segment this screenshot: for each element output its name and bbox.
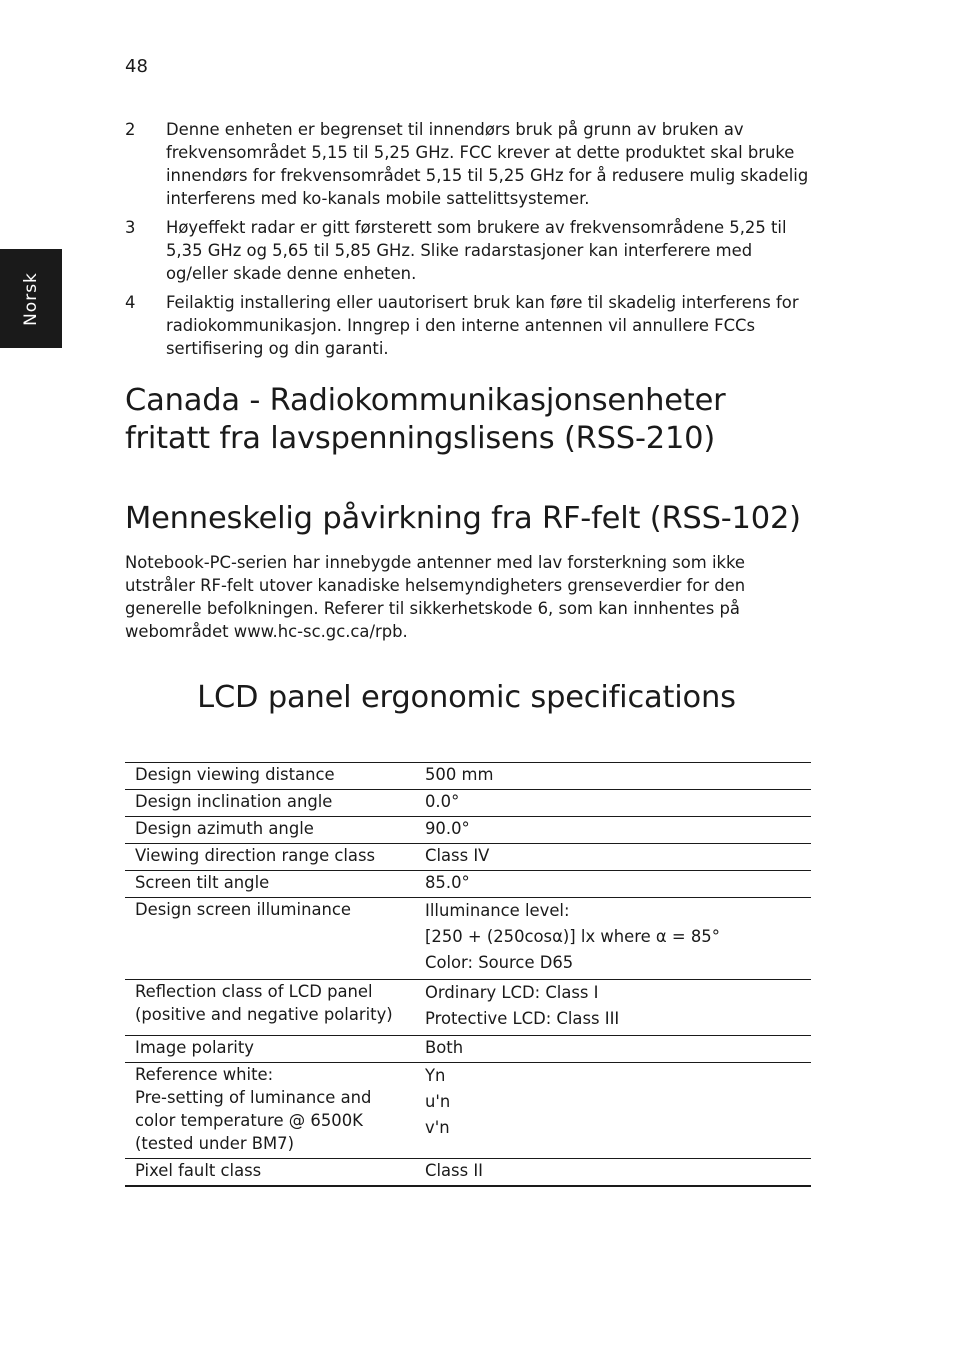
- spec-label: Pixel fault class: [135, 1161, 262, 1180]
- spec-label-cell: [125, 817, 415, 844]
- spec-label-cell: [125, 1036, 415, 1063]
- spec-value: Both: [425, 1038, 464, 1057]
- spec-value: Color: Source D65: [425, 953, 574, 972]
- footnote-item: [125, 216, 815, 285]
- footnote-number: 2: [125, 120, 136, 139]
- spec-row: [125, 871, 811, 898]
- spec-value-cell: [415, 844, 811, 871]
- lcd-heading: LCD panel ergonomic specifications: [197, 680, 736, 715]
- spec-row: [125, 1036, 811, 1063]
- spec-value: Class II: [425, 1161, 483, 1180]
- spec-value: Yn: [425, 1066, 446, 1085]
- spec-label: Pre-setting of luminance and: [135, 1088, 372, 1107]
- spec-value: 500 mm: [425, 765, 494, 784]
- spec-row: [125, 790, 811, 817]
- spec-row: [125, 817, 811, 844]
- spec-value: Illuminance level:: [425, 901, 570, 920]
- spec-label: Screen tilt angle: [135, 873, 270, 892]
- spec-value: v'n: [425, 1118, 450, 1137]
- spec-value-cell: [415, 817, 811, 844]
- spec-label-cell: [125, 790, 415, 817]
- spec-value-cell: [415, 790, 811, 817]
- spec-label: color temperature @ 6500K: [135, 1111, 363, 1130]
- spec-label: (positive and negative polarity): [135, 1005, 393, 1024]
- spec-row: [125, 844, 811, 871]
- lcd-specs-body: [125, 763, 811, 1187]
- footnote-text: Feilaktig installering eller uautorisert bruk kan føre til skadelig interferens for radiokommunikasjon. Inngrep i den interne antennen vil annullere FCCs sertifisering og din garanti.: [166, 293, 799, 358]
- spec-row: [125, 1063, 811, 1159]
- lcd-specs-table: [125, 762, 811, 1187]
- spec-label: Design azimuth angle: [135, 819, 314, 838]
- footnote-number: 4: [125, 293, 136, 312]
- canada-heading-line1: Canada - Radiokommunikasjonsenheter: [125, 383, 726, 418]
- spec-label: Reference white:: [135, 1065, 274, 1084]
- spec-value-cell: [415, 898, 811, 980]
- spec-label-cell: [125, 1159, 415, 1187]
- spec-label-cell: [125, 844, 415, 871]
- rf-heading: Menneskelig påvirkning fra RF-felt (RSS-102): [125, 501, 801, 536]
- spec-label: Viewing direction range class: [135, 846, 376, 865]
- footnote-number: 3: [125, 218, 136, 237]
- spec-value: 90.0°: [425, 819, 470, 838]
- spec-value: 0.0°: [425, 792, 460, 811]
- footnote-item: [125, 118, 815, 210]
- spec-label: Image polarity: [135, 1038, 254, 1057]
- spec-value-cell: [415, 763, 811, 790]
- spec-value: [250 + (250cosα)] lx where α = 85°: [425, 927, 720, 946]
- spec-value-cell: [415, 1159, 811, 1187]
- canada-heading-line2: fritatt fra lavspenningslisens (RSS-210): [125, 421, 716, 456]
- spec-row: [125, 763, 811, 790]
- spec-label-cell: [125, 980, 415, 1036]
- spec-value-cell: [415, 871, 811, 898]
- spec-label-cell: [125, 871, 415, 898]
- spec-value: u'n: [425, 1092, 451, 1111]
- spec-value: Protective LCD: Class III: [425, 1009, 620, 1028]
- spec-label-cell: [125, 1063, 415, 1159]
- spec-row: [125, 980, 811, 1036]
- language-side-tab: [0, 249, 62, 348]
- spec-label-cell: [125, 898, 415, 980]
- footnote-list: [125, 118, 815, 366]
- spec-label: Reflection class of LCD panel: [135, 982, 373, 1001]
- footnote-text: Høyeffekt radar er gitt førsterett som brukere av frekvensområdene 5,25 til 5,35 GHz og 5,65 til 5,85 GHz. Slike radarstasjoner kan interferere med og/eller skade denne enheten.: [166, 218, 787, 283]
- spec-label: Design inclination angle: [135, 792, 333, 811]
- spec-label: (tested under BM7): [135, 1134, 294, 1153]
- spec-value: Class IV: [425, 846, 490, 865]
- canada-heading: [125, 382, 885, 458]
- language-side-tab-label: Norsk: [21, 271, 41, 326]
- spec-value-cell: [415, 1036, 811, 1063]
- spec-value: 85.0°: [425, 873, 470, 892]
- rf-paragraph: Notebook-PC-serien har innebygde antenner med lav forsterkning som ikke utstråler RF-felt utover kanadiske helsemyndigheters grenseverdier for den generelle befolkningen. Referer til sikkerhetskode 6, som kan innhentes på webområdet www.hc-sc.gc.ca/rpb.: [125, 553, 746, 641]
- spec-label: Design screen illuminance: [135, 900, 351, 919]
- spec-row: [125, 1159, 811, 1187]
- spec-row: [125, 898, 811, 980]
- spec-label-cell: [125, 763, 415, 790]
- footnote-item: [125, 291, 815, 360]
- page-number: 48: [125, 56, 148, 77]
- spec-label: Design viewing distance: [135, 765, 335, 784]
- footnote-text: Denne enheten er begrenset til innendørs bruk på grunn av bruken av frekvensområdet 5,15 til 5,25 GHz. FCC krever at dette produktet skal bruke innendørs for frekvensområdet 5,15 til 5,25 GHz for å redusere mulig skadelig interferens med ko-kanals mobile sattelittsystemer.: [166, 120, 809, 208]
- spec-value-cell: [415, 1063, 811, 1159]
- spec-value-cell: [415, 980, 811, 1036]
- spec-value: Ordinary LCD: Class I: [425, 983, 599, 1002]
